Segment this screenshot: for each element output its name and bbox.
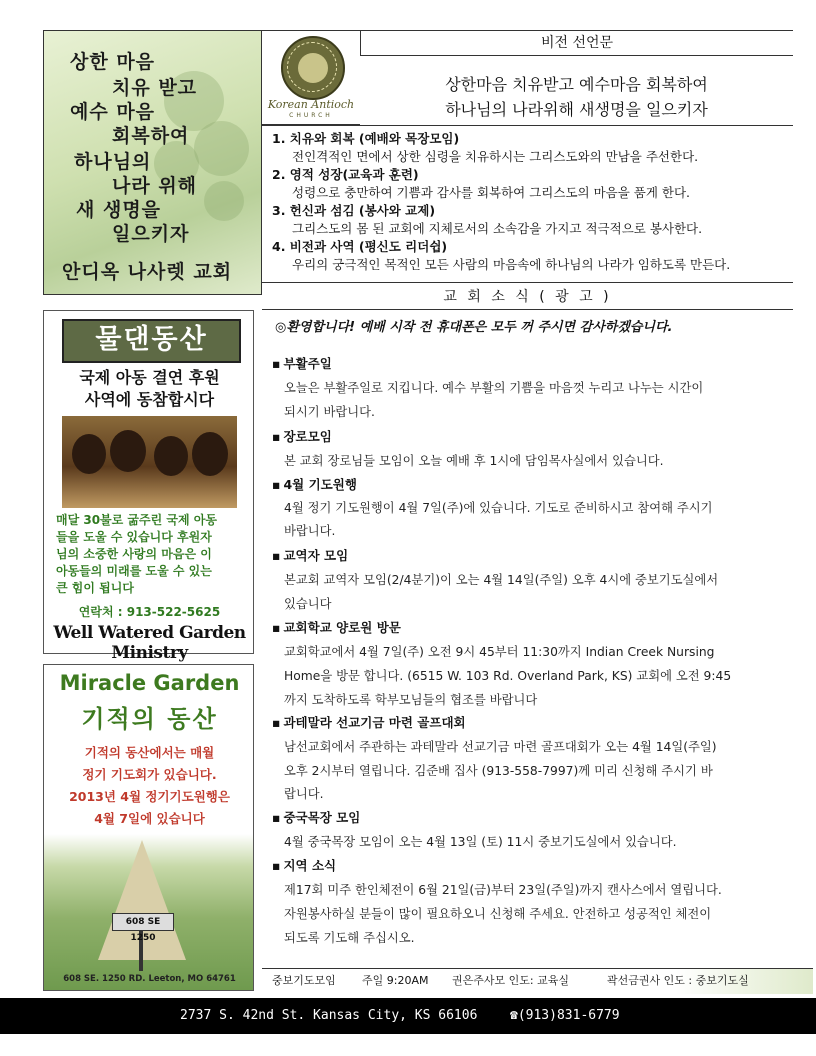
strip-time: 주일 9:20AM (362, 974, 429, 987)
motto-line: 회복하여 (112, 125, 190, 147)
news-item-title: ▪ 4월 기도원행 (272, 475, 357, 493)
vision-statement: 상한마음 치유받고 예수마음 회복하여 (445, 75, 708, 94)
news-item-title: ▪ 교역자 모임 (272, 546, 348, 564)
motto-line: 치유 받고 (112, 77, 198, 99)
news-item-line: 오후 2시부터 열립니다. 김준배 집사 (913-558-7997)께 미리 신청해 주시기 바 (284, 764, 713, 778)
ad2-korean-name: 기적의 동산 (81, 705, 218, 733)
mailbox-sign: 608 SE 1250 (112, 913, 174, 931)
motto-line: 새 생명을 (76, 199, 162, 221)
motto-church: 안디옥 나사렛 교회 (62, 261, 233, 283)
ad2-body-line: 정기 기도회가 있습니다. (82, 767, 217, 782)
ad1-body-line: 님의 소중한 사랑의 마음은 이 (56, 547, 212, 561)
ad-miracle-garden (43, 664, 254, 991)
vision-item-desc: 그리스도의 몸 된 교회에 지체로서의 소속감을 가지고 적극적으로 봉사한다. (292, 221, 703, 236)
vision-item-title: 4. 비전과 사역 (평신도 리더쉽) (272, 239, 448, 254)
motto-line: 일으키자 (112, 223, 190, 245)
ad1-english-name: Well Watered Garden Ministry (53, 623, 246, 663)
news-item-line: 자원봉사하실 분들이 많이 필요하오니 신청해 주세요. 안전하고 성공적인 체전이 (284, 907, 712, 921)
news-item-line: 되시기 바랍니다. (284, 405, 375, 419)
news-item-line: 바랍니다. (284, 524, 336, 538)
motto-line: 하나님의 (74, 151, 152, 173)
footer-bar (0, 998, 816, 1034)
news-item-line: 4월 중국목장 모임이 오는 4월 13일 (토) 11시 중보기도실에서 있습니다. (284, 835, 677, 849)
ad2-address: 608 SE. 1250 RD. Leeton, MO 64761 (63, 974, 236, 984)
ad1-heading: 국제 아동 결연 후원 (79, 368, 220, 387)
ad1-title: 물댄동산 (62, 319, 241, 363)
footer-phone: ☎(913)831-6779 (510, 1008, 620, 1023)
news-item-line: 있습니다 (284, 597, 332, 611)
news-item-line: 본 교회 장로님들 모임이 오늘 예배 후 1시에 담임목사실에서 있습니다. (284, 454, 664, 468)
vision-item-title: 3. 헌신과 섬김 (봉사와 교제) (272, 203, 436, 218)
ad-well-watered-garden (43, 310, 254, 663)
ad2-body-line: 기적의 동산에서는 매월 (84, 745, 215, 760)
news-item-title: ▪ 중국목장 모임 (272, 808, 360, 826)
ad1-body-line: 아동들의 미래를 도울 수 있는 (56, 564, 212, 578)
news-item-title: ▪ 과테말라 선교기금 마련 골프대회 (272, 713, 466, 731)
church-logo (262, 30, 360, 125)
news-item-line: 까지 도착하도록 학부모님들의 협조를 바랍니다 (284, 693, 538, 707)
ad2-body-line: 4월 7일에 있습니다 (94, 811, 205, 826)
footer-address: 2737 S. 42nd St. Kansas City, KS 66106 (180, 1008, 478, 1023)
news-item-title: ▪ 교회학교 양로원 방문 (272, 618, 401, 636)
motto-line: 나라 위해 (112, 175, 198, 197)
logo-sub: CHURCH (289, 112, 333, 119)
prayer-schedule-strip (262, 968, 813, 994)
vision-item-desc: 성령으로 충만하여 기쁨과 감사를 회복하여 그리스도의 마음을 품게 한다. (292, 185, 691, 200)
news-item-line: 교회학교에서 4월 7일(주) 오전 9시 45부터 11:30까지 Indian Creek Nursing (284, 645, 715, 659)
news-item-line: 오늘은 부활주일로 지킵니다. 예수 부활의 기쁨을 마음껏 누리고 나누는 시간이 (284, 381, 704, 395)
news-item-title: ▪ 부활주일 (272, 354, 332, 372)
vision-item-title: 1. 치유와 회복 (예배와 목장모임) (272, 131, 460, 146)
news-item-line: 되도록 기도해 주십시오. (284, 931, 415, 945)
news-item-line: 제17회 미주 한인체전이 6월 21일(금)부터 23일(주일)까지 캔사스에서 열립니다. (284, 883, 722, 897)
vision-item-title: 2. 영적 성장(교육과 훈련) (272, 167, 419, 182)
ad1-body-line: 큰 힘이 됩니다 (56, 581, 134, 595)
strip-label: 중보기도모임 (272, 974, 336, 987)
ad1-contact: 연락처 : 913-522-5625 (78, 605, 221, 619)
ad1-body-line: 매달 30불로 굶주린 국제 아동 (56, 513, 217, 527)
news-item-line: 본교회 교역자 모임(2/4분기)이 오는 4월 14일(주일) 오후 4시에 중보기도실에서 (284, 573, 719, 587)
news-item-line: 랍니다. (284, 787, 324, 801)
vision-item-desc: 전인격적인 면에서 상한 심령을 치유하시는 그리스도와의 만남을 주선한다. (292, 149, 699, 164)
vision-header: 비전 선언문 (360, 30, 793, 56)
news-item-line: Home을 방문 합니다. (6515 W. 103 Rd. Overland Park, KS) 교회에 오전 9:45 (284, 669, 732, 683)
vision-statement: 하나님의 나라위해 새생명을 일으키자 (445, 100, 708, 119)
strip-leader-2: 곽선금권사 인도 : 중보기도실 (607, 974, 749, 987)
news-item-line: 남선교회에서 주관하는 과테말라 선교기금 마련 골프대회가 오는 4월 14일(주일) (284, 740, 717, 754)
logo-name: Korean Antioch (267, 98, 355, 111)
strip-leader-1: 권은주사모 인도: 교육실 (452, 974, 569, 987)
news-item-title: ▪ 지역 소식 (272, 856, 336, 874)
ad2-body-line: 2013년 4월 정기기도원행은 (69, 789, 230, 804)
news-item-title: ▪ 장로모임 (272, 427, 332, 445)
ad1-body-line: 들을 도울 수 있습니다 후원자 (56, 530, 212, 544)
welcome-notice: ◎환영합니다! 예배 시작 전 휴대폰은 모두 꺼 주시면 감사하겠습니다. (275, 320, 673, 335)
children-praying-photo (62, 416, 237, 508)
divider (262, 125, 793, 126)
motto-line: 예수 마음 (70, 101, 156, 123)
ad2-english-name: Miracle Garden (59, 671, 240, 695)
motto-line: 상한 마음 (70, 51, 156, 73)
seal-icon (281, 36, 345, 100)
vision-item-desc: 우리의 궁극적인 목적인 모든 사람의 마음속에 하나님의 나라가 임하도록 만든다. (292, 257, 731, 272)
news-item-line: 4월 정기 기도원행이 4월 7일(주)에 있습니다. 기도로 준비하시고 참여해 주시기 (284, 501, 713, 515)
ad1-heading: 사역에 동참합시다 (84, 390, 215, 409)
news-header: 교 회 소 식 ( 광 고 ) (262, 282, 793, 310)
motto-box (43, 30, 262, 295)
seal-center (298, 53, 328, 83)
